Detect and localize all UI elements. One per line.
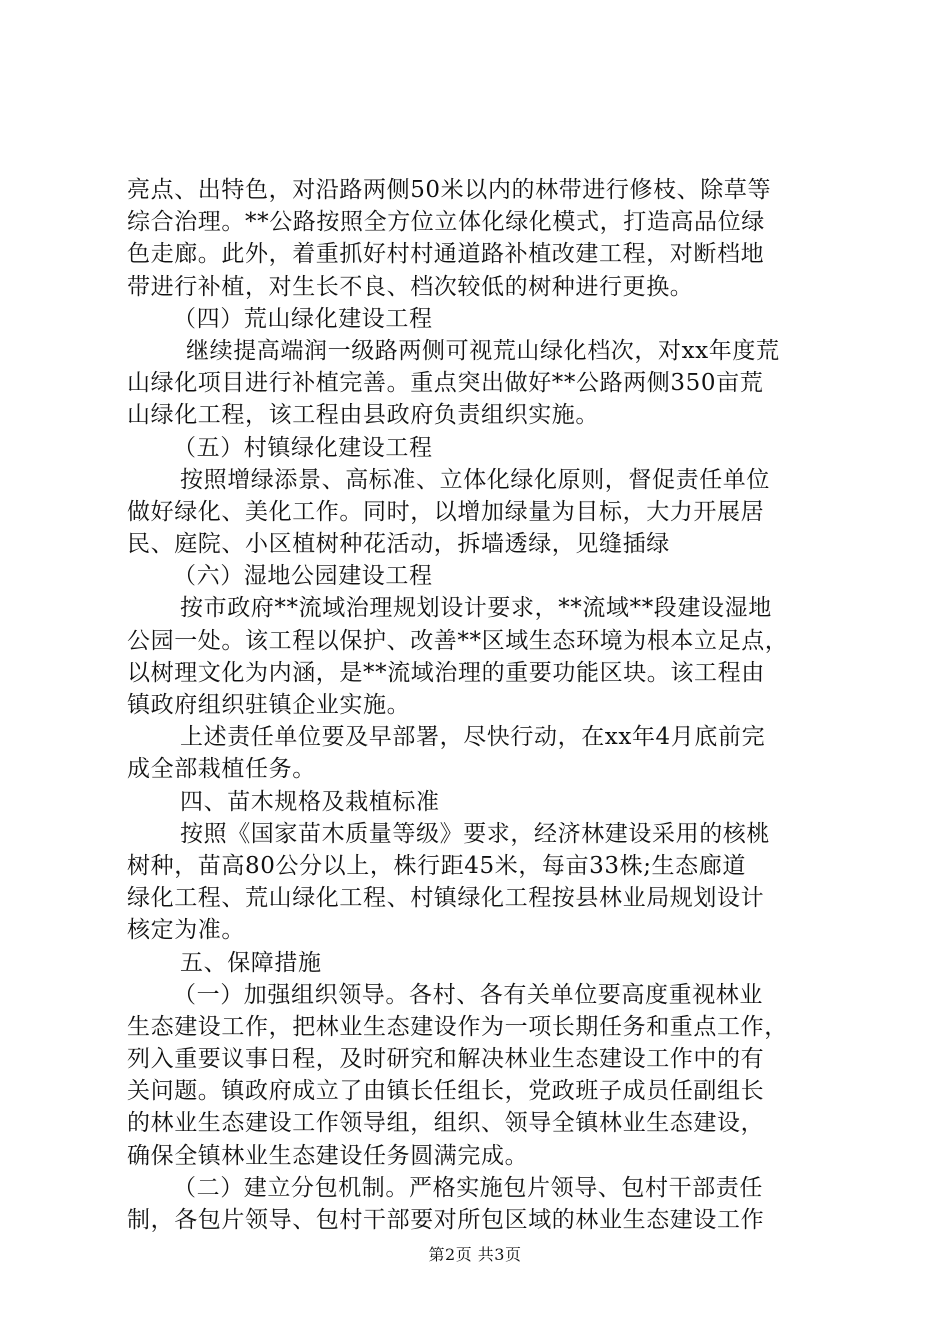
text-line: 色走廊。此外，着重抓好村村通道路补植改建工程，对断档地	[127, 241, 765, 268]
text-line: 以树理文化为内涵，是**流域治理的重要功能区块。该工程由	[127, 659, 765, 686]
text-line: 四、苗木规格及栽植标准	[180, 788, 440, 815]
text-line: （二）建立分包机制。严格实施包片领导、包村干部责任	[173, 1174, 763, 1201]
text-line: 按市政府**流域治理规划设计要求，**流域**段建设湿地	[180, 595, 772, 622]
text-line: 山绿化工程，该工程由县政府负责组织实施。	[127, 402, 599, 429]
text-line: 亮点、出特色，对沿路两侧50米以内的林带进行修枝、除草等	[127, 177, 772, 203]
text-line: 生态建设工作，把林业生态建设作为一项长期任务和重点工作，	[127, 1013, 788, 1040]
text-line: 上述责任单位要及早部署，尽快行动，在xx年4月底前完	[180, 724, 766, 751]
text-line: 五、保障措施	[180, 949, 322, 976]
text-line: 关问题。镇政府成立了由镇长任组长，党政班子成员任副组长	[127, 1078, 765, 1105]
text-line: 做好绿化、美化工作。同时，以增加绿量为目标，大力开展居	[127, 498, 765, 525]
text-line: 制，各包片领导、包村干部要对所包区域的林业生态建设工作	[127, 1207, 765, 1233]
document-body	[127, 174, 837, 1236]
text-line: （五）村镇绿化建设工程	[173, 434, 433, 461]
text-line: 镇政府组织驻镇企业实施。	[127, 692, 411, 718]
text-line: （六）湿地公园建设工程	[173, 563, 433, 590]
text-line: 继续提高端润一级路两侧可视荒山绿化档次，对xx年度荒	[186, 337, 780, 364]
text-line: 树种，苗高80公分以上，株行距45米，每亩33株;生态廊道	[127, 852, 746, 879]
text-line: （四）荒山绿化建设工程	[173, 305, 433, 332]
text-line: 的林业生态建设工作领导组，组织、领导全镇林业生态建设，	[127, 1110, 765, 1137]
text-line: （一）加强组织领导。各村、各有关单位要高度重视林业	[173, 981, 763, 1008]
text-line: 绿化工程、荒山绿化工程、村镇绿化工程按县林业局规划设计	[127, 885, 765, 912]
text-line: 综合治理。**公路按照全方位立体化绿化模式，打造高品位绿	[127, 209, 765, 236]
text-line: 按照《国家苗木质量等级》要求，经济林建设采用的核桃	[180, 820, 770, 847]
text-line: 带进行补植，对生长不良、档次较低的树种进行更换。	[127, 273, 694, 300]
text-line: 成全部栽植任务。	[127, 756, 316, 783]
text-line: 确保全镇林业生态建设任务圆满完成。	[127, 1142, 529, 1169]
text-line: 山绿化项目进行补植完善。重点突出做好**公路两侧350亩荒	[127, 370, 764, 397]
text-line: 按照增绿添景、高标准、立体化绿化原则，督促责任单位	[180, 466, 770, 493]
page-footer: 第2页 共3页	[428, 1245, 522, 1264]
text-line: 核定为准。	[127, 917, 245, 944]
text-line: 列入重要议事日程，及时研究和解决林业生态建设工作中的有	[127, 1046, 765, 1073]
text-line: 民、庭院、小区植树种花活动，拆墙透绿，见缝插绿	[127, 531, 670, 558]
text-line: 公园一处。该工程以保护、改善**区域生态环境为根本立足点，	[127, 627, 789, 654]
